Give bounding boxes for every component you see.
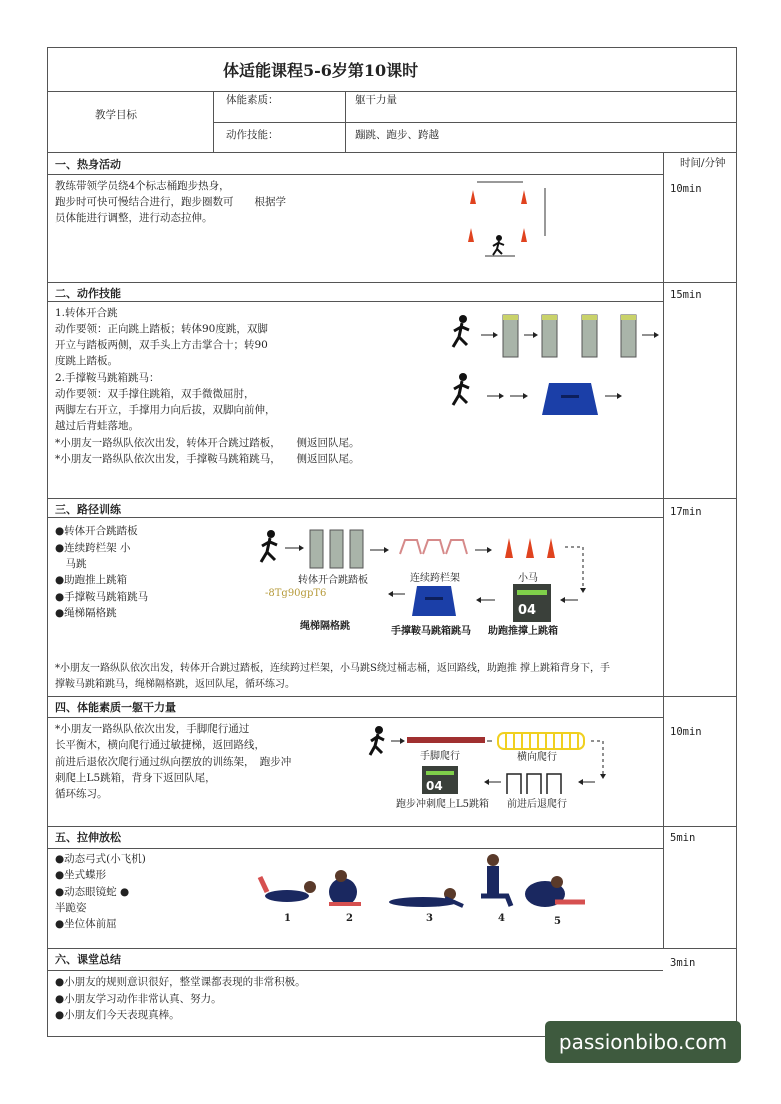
caption-code: -8Tg90gpT6 <box>265 588 327 599</box>
vaulting-box <box>412 586 456 616</box>
jump-board <box>330 530 343 568</box>
section-4-line: *小朋友一路纵队依次出发，手脚爬行通过 <box>55 723 250 735</box>
section-3-time: 17min <box>670 506 702 518</box>
stretch-number: 3 <box>426 913 433 924</box>
caption-forward-backward-crawl: 前进后退爬行 <box>507 799 567 810</box>
jump-board <box>582 315 597 357</box>
cone-icon <box>521 190 527 204</box>
s3-top <box>47 498 737 499</box>
section-4-header: 四、体能素质一躯干力量 <box>55 701 176 714</box>
section-3-note: *小朋友一路纵队依次出发，转体开合跳过踏板，连续跨过栏架，小马跳S绕过桶志桶，返回路线，助跑推 撑上跳箱背身下，手 <box>55 663 611 674</box>
cone-icon <box>468 228 474 242</box>
caption-ladder: 绳梯隔格跳 <box>300 621 350 632</box>
goals-label: 教学目标 <box>95 109 137 121</box>
stretch-number: 4 <box>498 913 505 924</box>
stretch-pose-3 <box>389 888 463 907</box>
frame-right <box>736 47 737 1037</box>
section-3-note: 撑鞍马跳箱跳马，绳梯隔格跳，返回队尾，循环练习。 <box>55 679 295 690</box>
section-6-line: ●小朋友学习动作非常认真、努力。 <box>55 993 222 1005</box>
caption-sprint-box: 跑步冲刺爬上L5跳箱 <box>396 799 490 810</box>
section-2-line: 1.转体开合跳 <box>55 307 118 319</box>
section-5-line: ●坐位体前屈 <box>55 918 117 930</box>
runner-icon <box>261 530 277 562</box>
section-4-time: 10min <box>670 726 702 738</box>
time-column-divider <box>663 152 664 949</box>
runner-icon <box>453 315 469 347</box>
jump-board <box>621 315 636 357</box>
section-2-line: 两脚左右开立，手撑用力向后拔，双脚向前伸， <box>55 404 276 416</box>
runner-icon <box>370 726 384 755</box>
goals-bottom <box>47 152 737 153</box>
hurdle-icon <box>400 540 467 554</box>
s2-header-underline <box>47 301 663 302</box>
section-6-time: 3min <box>670 957 696 969</box>
section-4-line: 循环练习。 <box>55 788 108 800</box>
jump-board <box>503 315 518 357</box>
goal-value-skill: 蹦跳、跑步、跨越 <box>355 129 439 141</box>
section-3-line: ●助跑推上跳箱 <box>55 574 128 586</box>
section-5-line: ●动态眼镜蛇 ● <box>55 886 130 898</box>
section-6-line: ●小朋友的规则意识很好，整堂课都表现的非常积极。 <box>55 976 306 988</box>
stretch-pose-2 <box>329 870 361 906</box>
s1-header-underline <box>47 174 663 175</box>
stretch-pose-5 <box>525 876 585 907</box>
s4-header-underline <box>47 717 663 718</box>
section-6-header: 六、课堂总结 <box>55 953 121 966</box>
section-4-line: 前进后退依次爬行通过纵向摆放的训练架， 跑步冲 <box>55 756 292 768</box>
jump-board <box>350 530 363 568</box>
section-6-line: ●小朋友们今天表现真棒。 <box>55 1009 180 1021</box>
s6-header-underline <box>47 970 663 971</box>
s3-header-underline <box>47 517 663 518</box>
section-1-time: 10min <box>670 183 702 195</box>
training-frame <box>507 774 561 794</box>
cone-icon <box>547 538 555 558</box>
section-4-line: 刺爬上L5跳箱，背身下返回队尾， <box>55 772 216 784</box>
section-2-line: 度跳上踏板。 <box>55 355 118 367</box>
section-3-line: ●连续跨栏架 小 <box>55 542 131 554</box>
s6-top <box>47 948 737 949</box>
balance-beam <box>407 737 485 743</box>
stretch-figures <box>255 852 595 914</box>
caption-push-box: 助跑推撑上跳箱 <box>488 626 558 637</box>
caption-lateral-crawl: 横向爬行 <box>517 752 557 763</box>
section-3-line: ●绳梯隔格跳 <box>55 607 117 619</box>
box-number: 04 <box>426 779 443 793</box>
s5-top <box>47 826 737 827</box>
section-1-line: 教练带领学员绕4个标志桶跑步热身， <box>55 180 230 192</box>
caption-vault: 手撑鞍马跳箱跳马 <box>391 626 471 637</box>
time-column-header: 时间/分钟 <box>680 157 726 169</box>
goal-key-skill: 动作技能： <box>226 129 279 141</box>
section-2-line: *小朋友一路纵队依次出发，转体开合跳过踏板， 侧返回队尾。 <box>55 437 360 449</box>
section-5-line: 半跪姿 <box>55 902 87 914</box>
section-2-header: 二、动作技能 <box>55 287 121 300</box>
section-1-line: 跑步时可快可慢结合进行，跑步圈数可 根据学 <box>55 196 286 208</box>
runner-icon <box>453 373 469 405</box>
watermark-badge: passionbibo.com <box>545 1021 741 1063</box>
section-1-header: 一、热身活动 <box>55 158 121 171</box>
section-2-line: 2.手撑鞍马跳箱跳马： <box>55 372 160 384</box>
page-title: 体适能课程5-6岁第10课时 <box>223 61 419 80</box>
goal-key-fitness: 体能素质： <box>226 94 279 106</box>
caption-hurdles: 连续跨栏架 <box>410 573 460 584</box>
s2-top <box>47 282 737 283</box>
section-1-line: 员体能进行调整，进行动态拉伸。 <box>55 212 213 224</box>
section-2-line: 动作要领：双手撑住跳箱，双手微微屈肘， <box>55 388 255 400</box>
cone-icon <box>470 190 476 204</box>
section-5-time: 5min <box>670 832 696 844</box>
caption-hand-foot-crawl: 手脚爬行 <box>420 751 460 762</box>
jump-board <box>310 530 323 568</box>
stretch-pose-1 <box>260 877 316 902</box>
s5-header-underline <box>47 848 663 849</box>
frame-left <box>47 47 48 1037</box>
section-2-line: *小朋友一路纵队依次出发，手撑鞍马跳箱跳马， 侧返回队尾。 <box>55 453 360 465</box>
section-5-header: 五、拉伸放松 <box>55 831 121 844</box>
frame-top <box>47 47 737 48</box>
section-3-line: ●手撑鞍马跳箱跳马 <box>55 591 149 603</box>
section-5-line: ●坐式蝶形 <box>55 869 107 881</box>
caption-jump-board: 转体开合跳踏板 <box>298 575 368 586</box>
section-3-header: 三、路径训练 <box>55 503 121 516</box>
box-number: 04 <box>518 603 537 618</box>
section-2-time: 15min <box>670 289 702 301</box>
stretch-number: 1 <box>284 913 291 924</box>
section-5-line: ●动态弓式(小飞机) <box>55 853 146 865</box>
section-2-line: 开立与踏板两侧，双手头上方击掌合十；转90 <box>55 339 268 351</box>
section-4-line: 长平衡木，横向爬行通过敏捷梯，返回路线， <box>55 739 265 751</box>
runner-icon <box>493 235 504 255</box>
cone-icon <box>521 228 527 242</box>
agility-ladder <box>498 733 584 749</box>
title-divider <box>47 91 737 92</box>
cone-icon <box>526 538 534 558</box>
goals-hdivider <box>213 122 737 123</box>
cone-icon <box>505 538 513 558</box>
stretch-pose-4 <box>481 854 511 906</box>
section-2-line: 越过后背蛙落地。 <box>55 420 139 432</box>
section-3-line: ●转体开合跳踏板 <box>55 525 138 537</box>
skills-diagram <box>445 305 663 425</box>
section-2-line: 动作要领：正向跳上踏板；转体90度跳，双脚 <box>55 323 268 335</box>
s4-top <box>47 696 737 697</box>
caption-pony: 小马 <box>518 573 538 584</box>
section-3-line: 马跳 <box>55 558 87 570</box>
jump-board <box>542 315 557 357</box>
stretch-number: 5 <box>554 916 561 927</box>
goal-value-fitness: 躯干力量 <box>355 94 397 106</box>
vaulting-box <box>542 383 598 415</box>
stretch-number: 2 <box>346 913 353 924</box>
warmup-diagram <box>455 176 565 266</box>
